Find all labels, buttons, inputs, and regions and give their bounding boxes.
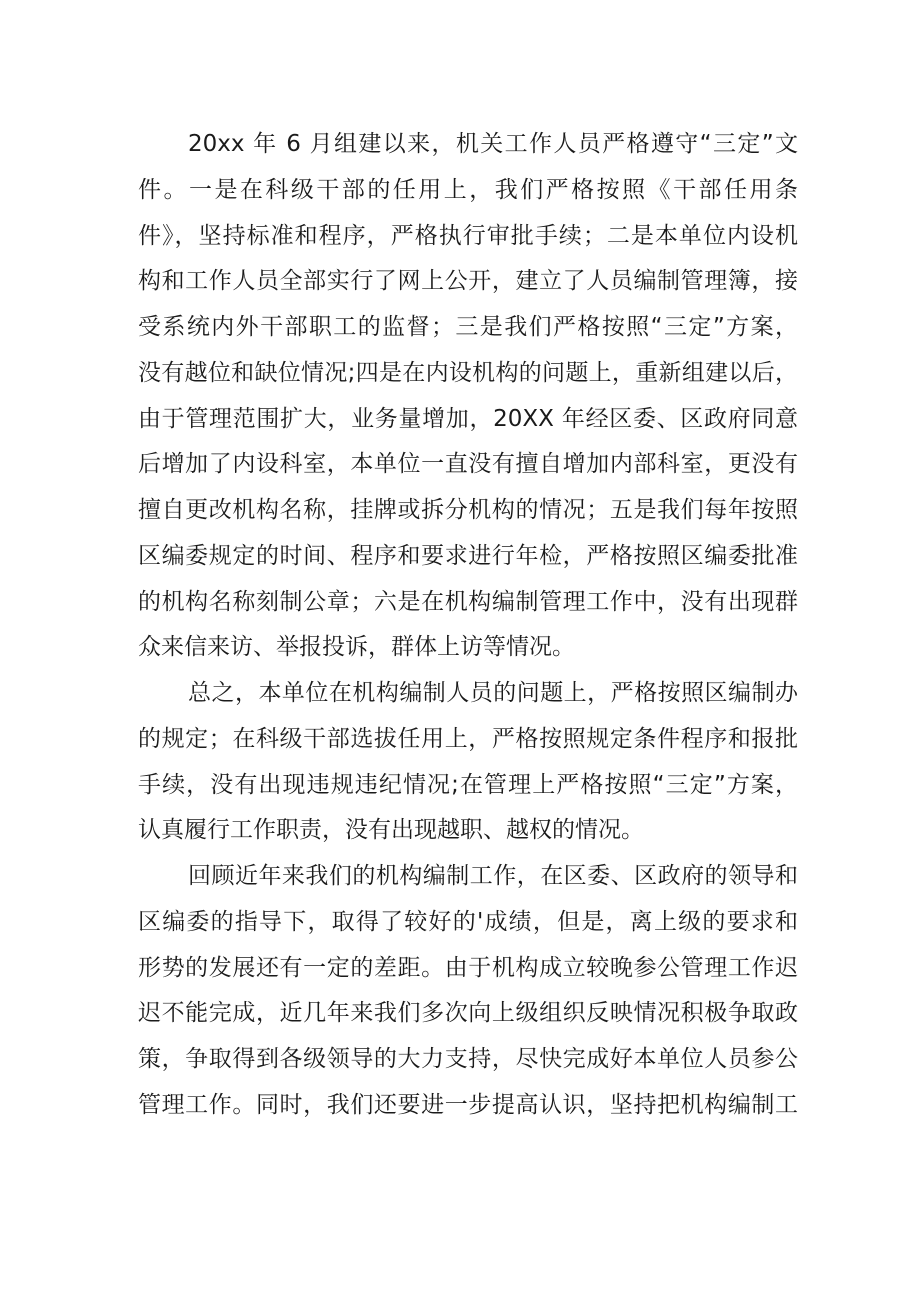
- text-line: 总之，本单位在机构编制人员的问题上，严格按照区编制办: [188, 680, 798, 706]
- text-line: 20xx 年 6 月组建以来，机关工作人员严格遵守“三定”文: [188, 131, 798, 157]
- paragraph-2: [138, 671, 798, 854]
- text-line: 认真履行工作职责，没有出现越职、越权的情况。: [138, 817, 644, 844]
- paragraph-1: [138, 122, 798, 671]
- text-line: 受系统内外干部职工的监督；三是我们严格按照“三定”方案，: [138, 314, 798, 340]
- text-line: 件》，坚持标准和程序，严格执行审批手续；二是本单位内设机: [138, 222, 798, 249]
- paragraph-3: [138, 854, 798, 1129]
- text-line: 策，争取得到各级领导的大力支持，尽快完成好本单位人员参公: [138, 1046, 798, 1072]
- text-line: 由于管理范围扩大，业务量增加，20XX 年经区委、区政府同意: [138, 405, 798, 432]
- text-line: 迟不能完成，近几年来我们多次向上级组织反映情况积极争取政: [138, 1000, 798, 1027]
- text-line: 手续，没有出现违规违纪情况;在管理上严格按照“三定”方案，: [138, 771, 798, 798]
- text-line: 众来信来访、举报投诉，群体上访等情况。: [138, 634, 575, 661]
- text-line: 回顾近年来我们的机构编制工作，在区委、区政府的领导和: [188, 863, 798, 889]
- document-body: [138, 122, 798, 1129]
- text-line: 形势的发展还有一定的差距。由于机构成立较晚参公管理工作迟: [138, 954, 798, 981]
- text-line: 件。一是在科级干部的任用上，我们严格按照《干部任用条: [138, 176, 798, 203]
- text-line: 擅自更改机构名称，挂牌或拆分机构的情况；五是我们每年按照: [138, 497, 798, 523]
- text-line: 没有越位和缺位情况;四是在内设机构的问题上，重新组建以后，: [138, 359, 798, 386]
- text-line: 区编委规定的时间、程序和要求进行年检，严格按照区编委批准: [138, 542, 798, 569]
- text-line: 的规定；在科级干部选拔任用上，严格按照规定条件程序和报批: [138, 725, 798, 752]
- text-line: 区编委的指导下，取得了较好的'成绩，但是，离上级的要求和: [138, 908, 798, 935]
- text-line: 构和工作人员全部实行了网上公开，建立了人员编制管理簿，接: [138, 268, 798, 295]
- text-line: 的机构名称刻制公章；六是在机构编制管理工作中，没有出现群: [138, 588, 798, 615]
- text-line: 后增加了内设科室，本单位一直没有擅自增加内部科室，更没有: [138, 451, 798, 478]
- text-line: 管理工作。同时，我们还要进一步提高认识，坚持把机构编制工: [138, 1091, 798, 1118]
